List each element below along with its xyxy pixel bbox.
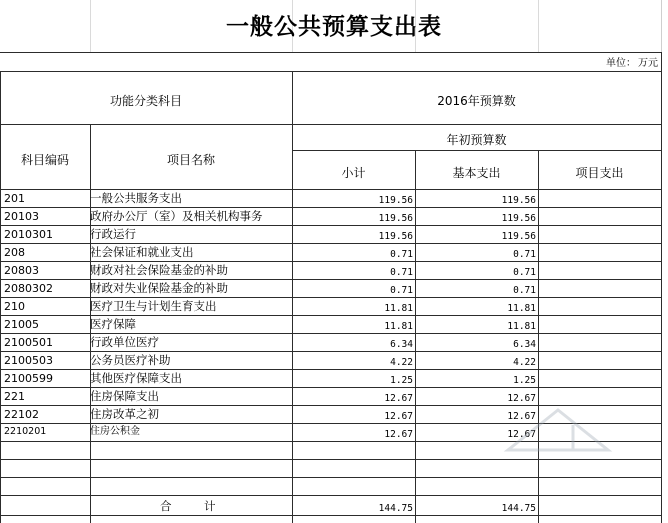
cell-subject-code: 201	[4, 192, 25, 205]
cell-subtotal: 11.81	[384, 303, 413, 314]
cell-item-name: 医疗卫生与计划生育支出	[90, 299, 217, 313]
page-title: 一般公共预算支出表	[226, 13, 442, 40]
column-divider	[538, 150, 539, 523]
cell-subject-code: 2210201	[4, 426, 47, 437]
cell-basic-expense: 11.81	[507, 321, 536, 332]
header-subtotal: 小计	[341, 166, 366, 180]
cell-subject-code: 221	[4, 390, 25, 403]
cell-subject-code: 2010301	[4, 228, 53, 241]
row-border	[0, 279, 661, 280]
unit-caption: 单位：	[606, 58, 636, 69]
header-item-name: 项目名称	[166, 153, 215, 167]
cell-subtotal: 0.71	[390, 249, 413, 260]
row-border	[0, 333, 661, 334]
cell-basic-expense: 12.67	[507, 429, 536, 440]
cell-subject-code: 2100503	[4, 354, 53, 367]
cell-subtotal: 4.22	[390, 357, 413, 368]
cell-subtotal: 1.25	[390, 375, 413, 386]
cell-basic-expense: 12.67	[507, 393, 536, 404]
cell-subject-code: 2080302	[4, 282, 53, 295]
header-top-border	[0, 71, 661, 72]
cell-subtotal: 119.56	[378, 231, 413, 242]
header-project-expense: 项目支出	[575, 166, 624, 180]
row-border	[0, 441, 661, 442]
cell-subtotal: 119.56	[378, 195, 413, 206]
row-border	[0, 243, 661, 244]
cell-subject-code: 20103	[4, 210, 39, 223]
unit-value: 万元	[638, 58, 658, 69]
row-border	[0, 207, 661, 208]
cell-item-name: 医疗保障	[90, 317, 136, 331]
cell-item-name: 其他医疗保障支出	[90, 371, 182, 385]
cell-basic-expense: 119.56	[501, 231, 536, 242]
cell-item-name: 财政对社会保险基金的补助	[90, 263, 228, 277]
cell-subtotal: 11.81	[384, 321, 413, 332]
header-subject-code: 科目编码	[20, 153, 69, 167]
cell-subject-code: 208	[4, 246, 25, 259]
column-divider	[661, 0, 662, 52]
header-year-budget: 2016年预算数	[437, 94, 516, 108]
row-border	[0, 297, 661, 298]
total-basic-expense: 144.75	[501, 503, 536, 514]
cell-subject-code: 22102	[4, 408, 39, 421]
cell-item-name: 住房公积金	[90, 426, 140, 437]
cell-subject-code: 21005	[4, 318, 39, 331]
cell-basic-expense: 0.71	[513, 249, 536, 260]
header-initial-budget: 年初预算数	[446, 133, 507, 147]
row-border	[0, 261, 661, 262]
header-bottom-border	[0, 189, 661, 190]
cell-subtotal: 12.67	[384, 411, 413, 422]
cell-item-name: 住房改革之初	[90, 407, 159, 421]
cell-subject-code: 2100501	[4, 336, 53, 349]
cell-subtotal: 0.71	[390, 285, 413, 296]
header-subdivider	[292, 150, 661, 151]
table-top-border	[0, 52, 661, 53]
cell-item-name: 行政单位医疗	[90, 335, 159, 349]
cell-basic-expense: 11.81	[507, 303, 536, 314]
cell-basic-expense: 6.34	[513, 339, 536, 350]
cell-subject-code: 210	[4, 300, 25, 313]
row-border	[0, 405, 661, 406]
cell-item-name: 行政运行	[90, 227, 136, 241]
cell-item-name: 公务员医疗补助	[90, 353, 171, 367]
cell-item-name: 政府办公厅（室）及相关机构事务	[90, 209, 263, 223]
cell-basic-expense: 0.71	[513, 267, 536, 278]
cell-subtotal: 6.34	[390, 339, 413, 350]
total-label: 计	[204, 499, 216, 513]
row-border	[0, 515, 661, 516]
column-divider	[415, 150, 416, 523]
cell-item-name: 财政对失业保险基金的补助	[90, 281, 228, 295]
row-border	[0, 423, 661, 424]
table-right-border	[661, 52, 662, 523]
header-basic-expense: 基本支出	[452, 166, 501, 180]
row-border	[0, 225, 661, 226]
row-border	[0, 477, 661, 478]
cell-item-name: 住房保障支出	[90, 389, 159, 403]
row-border	[0, 459, 661, 460]
header-function-category: 功能分类科目	[109, 94, 182, 108]
cell-basic-expense: 0.71	[513, 285, 536, 296]
cell-item-name: 社会保证和就业支出	[90, 245, 194, 259]
cell-subtotal: 12.67	[384, 393, 413, 404]
cell-subject-code: 20803	[4, 264, 39, 277]
total-label: 合	[160, 499, 172, 513]
total-subtotal: 144.75	[378, 503, 413, 514]
cell-basic-expense: 1.25	[513, 375, 536, 386]
cell-basic-expense: 119.56	[501, 195, 536, 206]
header-divider	[0, 124, 661, 125]
cell-basic-expense: 12.67	[507, 411, 536, 422]
row-border	[0, 495, 661, 496]
cell-subtotal: 12.67	[384, 429, 413, 440]
row-border	[0, 387, 661, 388]
row-border	[0, 351, 661, 352]
cell-subtotal: 0.71	[390, 267, 413, 278]
cell-basic-expense: 4.22	[513, 357, 536, 368]
cell-item-name: 一般公共服务支出	[90, 191, 182, 205]
row-border	[0, 315, 661, 316]
cell-subtotal: 119.56	[378, 213, 413, 224]
row-border	[0, 369, 661, 370]
cell-basic-expense: 119.56	[501, 213, 536, 224]
cell-subject-code: 2100599	[4, 372, 53, 385]
